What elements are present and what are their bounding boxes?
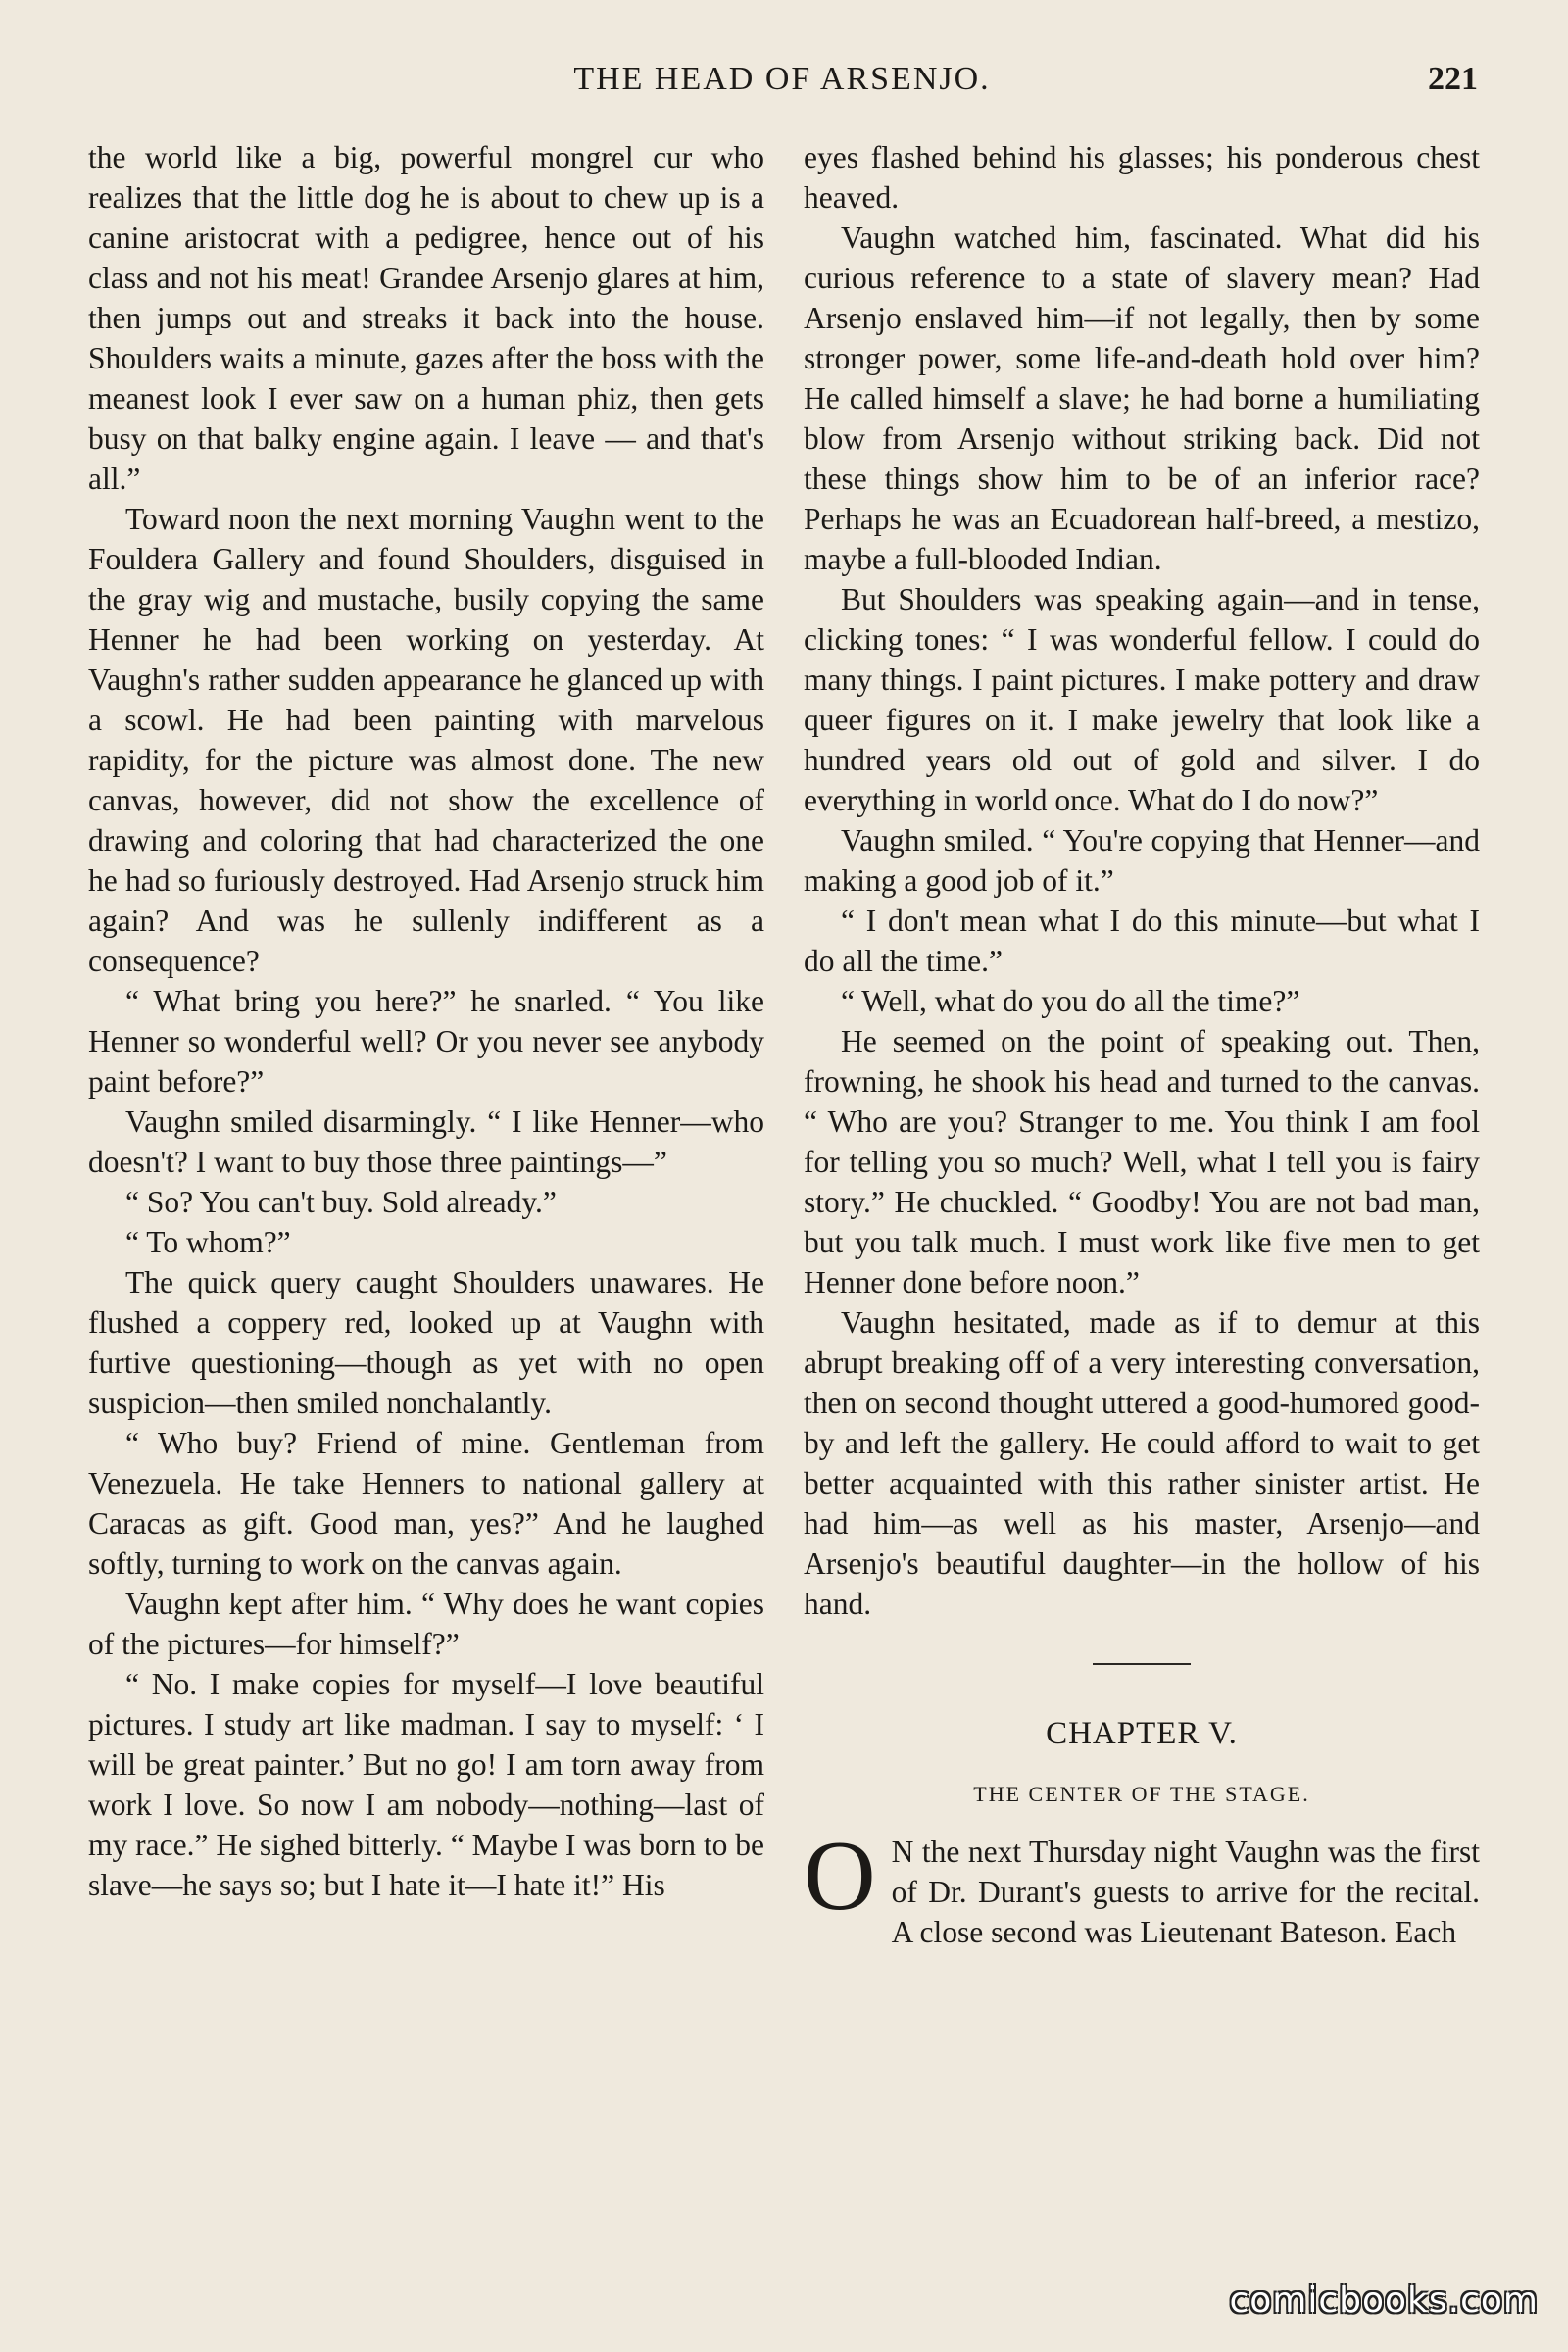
- chapter-heading: CHAPTER V.: [1046, 1716, 1238, 1751]
- chapter-opening-paragraph: [804, 1821, 1480, 1952]
- left-column: [88, 137, 764, 1905]
- right-column: [804, 137, 1480, 1952]
- paragraph: Toward noon the next morning Vaughn went to the Fouldera Gallery and found Shoulders, disguised in the gray wig and mustache, busily copying the same Henner he had been working on yesterday. At Vaughn's rather sudden appearance he glanced up with a scowl. He had been painting with marvelous rapidity, for the picture was almost done. The new canvas, however, did not show the excellence of drawing and coloring that had characterized the one he had so furiously destroyed. Had Arsenjo struck him again? And was he sullenly indifferent as a consequence?: [88, 502, 764, 978]
- paragraph: “ I don't mean what I do this minute—but what I do all the time.”: [804, 904, 1480, 978]
- chapter-opening-text: N the next Thursday night Vaughn was the first of Dr. Durant's guests to arrive for the recital. A close second was Lieutenant Bateson. Each: [891, 1835, 1480, 1949]
- paragraph: Vaughn kept after him. “ Why does he want copies of the pictures—for himself?”: [88, 1587, 764, 1661]
- watermark: comicbooks.com: [1229, 2280, 1539, 2321]
- paragraph: He seemed on the point of speaking out. Then, frowning, he shook his head and turned to the canvas. “ Who are you? Stranger to me. You think I am fool for telling you so much? Well, what I tell you is fairy story.” He chuckled. “ Goodby! You are not bad man, but you talk much. I must work like five men to get Henner done before noon.”: [804, 1024, 1480, 1299]
- section-divider: [1093, 1663, 1191, 1665]
- paragraph: “ No. I make copies for myself—I love beautiful pictures. I study art like madman. I say to myself: ‘ I will be great painter.’ But no go! I am torn away from work I love. So now I am nobody—nothing—last of my race.” He sighed bitterly. “ Maybe I was born to be slave—he says so; but I hate it—I hate it!” His: [88, 1667, 764, 1902]
- paragraph: But Shoulders was speaking again—and in tense, clicking tones: “ I was wonderful fellow. I could do many things. I paint pictures. I make pottery and draw queer figures on it. I make jewelry that look like a hundred years old out of gold and silver. I do everything in world once. What do I do now?”: [804, 582, 1480, 817]
- paragraph: “ Well, what do you do all the time?”: [841, 984, 1300, 1018]
- paragraph: the world like a big, powerful mongrel cur who realizes that the little dog he is about to chew up is a canine aristocrat with a pedigree, hence out of his class and not his meat! Grandee Arsenjo glares at him, then jumps out and streaks it back into the house. Shoulders waits a minute, gazes after the boss with the meanest look I ever saw on a human phiz, then gets busy on that balky engine again. I leave — and that's all.”: [88, 140, 764, 496]
- drop-cap: O: [804, 1821, 876, 1932]
- paragraph: Vaughn smiled. “ You're copying that Henner—and making a good job of it.”: [804, 823, 1480, 898]
- running-title: THE HEAD OF ARSENJO.: [573, 61, 991, 97]
- paragraph: The quick query caught Shoulders unawares. He flushed a coppery red, looked up at Vaughn with furtive questioning—though as yet with no open suspicion—then smiled nonchalantly.: [88, 1265, 764, 1420]
- paragraph: “ Who buy? Friend of mine. Gentleman from Venezuela. He take Henners to national gallery at Caracas as gift. Good man, yes?” And he laughed softly, turning to work on the canvas again.: [88, 1426, 764, 1581]
- paragraph: “ So? You can't buy. Sold already.”: [125, 1185, 557, 1219]
- paragraph: “ What bring you here?” he snarled. “ You like Henner so wonderful well? Or you never see anybody paint before?”: [88, 984, 764, 1099]
- paragraph: Vaughn hesitated, made as if to demur at this abrupt breaking off of a very interesting conversation, then on second thought uttered a good-humored good-by and left the gallery. He could afford to wait to get better acquainted with this rather sinister artist. He had him—as well as his master, Arsenjo—and Arsenjo's beautiful daughter—in the hollow of his hand.: [804, 1305, 1480, 1621]
- paragraph: Vaughn smiled disarmingly. “ I like Henner—who doesn't? I want to buy those three paintings—”: [88, 1104, 764, 1179]
- paragraph: Vaughn watched him, fascinated. What did his curious reference to a state of slavery mean? Had Arsenjo enslaved him—if not legally, then by some stronger power, some life-and-death hold over him? He called himself a slave; he had borne a humiliating blow from Arsenjo without striking back. Did not these things show him to be of an inferior race? Perhaps he was an Ecuadorean half-breed, a mestizo, maybe a full-blooded Indian.: [804, 220, 1480, 576]
- paragraph: “ To whom?”: [125, 1225, 291, 1259]
- page-header: [86, 61, 1478, 110]
- chapter-subtitle: THE CENTER OF THE STAGE.: [973, 1782, 1310, 1806]
- page-number: 221: [1428, 61, 1478, 97]
- paragraph: eyes flashed behind his glasses; his ponderous chest heaved.: [804, 140, 1480, 215]
